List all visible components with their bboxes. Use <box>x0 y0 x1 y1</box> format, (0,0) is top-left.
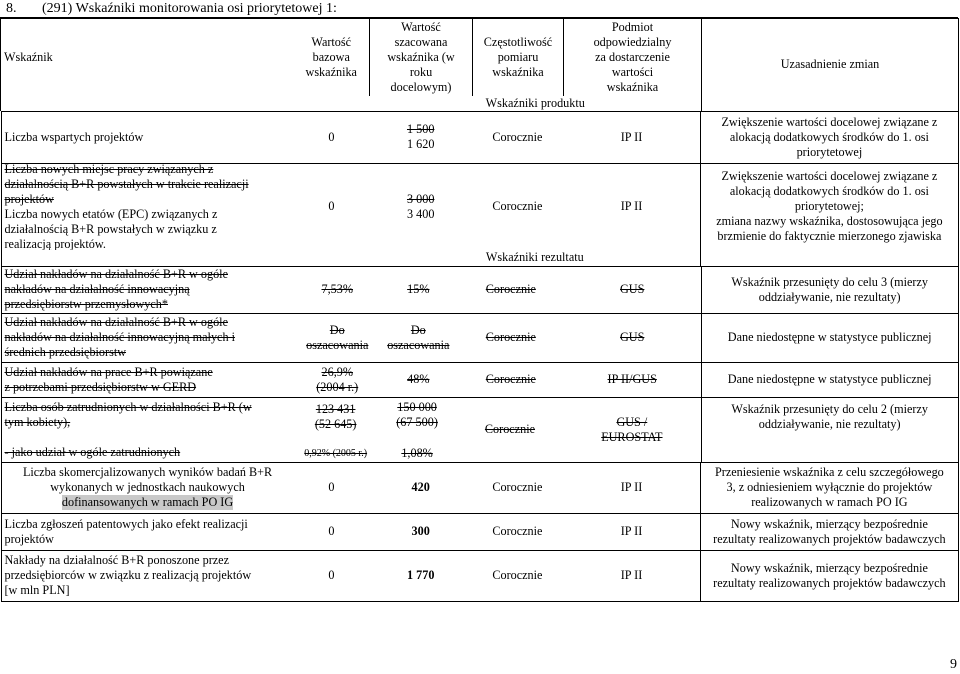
r8-frequency: Corocznie <box>492 524 543 538</box>
r5-justification: Dane niedostępne w statystyce publicznej <box>701 363 958 397</box>
r6b-base: 0,92% (2005 r.) <box>304 447 368 459</box>
r3-frequency: Corocznie <box>485 282 536 296</box>
r6-responsible: GUS / EUROSTAT <box>601 414 663 444</box>
r9-target: 1 770 <box>406 568 435 582</box>
section-title: (291) Wskaźniki monitorowania osi priorytetowej 1: <box>42 1 337 16</box>
r2-justification: Zwiększenie wartości docelowej związane z alokacją dodatkowych środków do 1. osi priorytetowej; zmiana nazwy wskaźnika, dostosowująca jego brzmienie do faktycznie mierzonego zjawiska <box>700 164 957 250</box>
r8-justification: Nowy wskaźnik, mierzący bezpośrednie rezultaty realizowanych projektów badawczych <box>700 514 957 550</box>
header-responsible: Podmiot odpowiedzialny za dostarczenie wartości wskaźnika <box>564 19 702 96</box>
r3-base: 7,53% <box>321 282 353 296</box>
r2-name: Liczba nowych miejsc pracy związanych z działalnością B+R powstałych w trakcie realizacji projektów Liczba nowych etatów (EPC) związanych z działalnością B+R powstałych w związku z realizacją projektów. <box>4 162 249 250</box>
r7-name: Liczba skomercjalizowanych wyników badań B+R wykonanych w jednostkach naukowych dofinansowanych w ramach PO IG <box>22 465 273 509</box>
r5-base: 26,9% (2004 r.) <box>316 364 359 394</box>
r2-base: 0 <box>328 199 335 213</box>
r3-target: 15% <box>407 282 430 296</box>
r4-target: Do oszacowania <box>387 322 450 352</box>
table-row <box>1 362 959 397</box>
r2-target-old: 3 000 <box>406 191 435 206</box>
table-row <box>1 550 959 602</box>
r7-responsible: IP II <box>620 480 643 494</box>
r5-target: 48% <box>407 372 430 386</box>
header-row <box>1 19 959 96</box>
section-results-label: Wskaźniki rezultatu <box>485 249 584 264</box>
table-row <box>1 462 959 513</box>
r4-responsible: GUS <box>620 330 645 344</box>
header-target: Wartość szacowana wskaźnika (w roku docelowym) <box>370 19 473 96</box>
r1-base: 0 <box>328 129 335 144</box>
header-frequency: Częstotliwość pomiaru wskaźnika <box>473 19 564 96</box>
r2-frequency: Corocznie <box>492 199 543 213</box>
table-row <box>1 163 959 250</box>
r1-frequency: Corocznie <box>492 129 543 144</box>
r3-justification: Wskaźnik przesunięty do celu 3 (mierzy oddziaływanie, nie rezultaty) <box>701 267 958 313</box>
r3-name: Udział nakładów na działalność B+R w ogóle nakładów na działalność innowacyjną przedsiębiorstw przemysłowych* <box>4 267 228 311</box>
r6b-name: - jako udział w ogóle zatrudnionych <box>4 444 181 459</box>
r1-justification: Zwiększenie wartości docelowej związane z alokacją dodatkowych środków do 1. osi priorytetowej <box>700 112 957 163</box>
r7-base: 0 <box>328 480 335 494</box>
r4-name: Udział nakładów na działalność B+R w ogóle nakładów na działalność innowacyjną małych i średnich przedsiębiorstw <box>4 315 235 359</box>
r6-frequency: Corocznie <box>484 422 536 436</box>
r5-frequency: Corocznie <box>485 372 536 386</box>
r9-justification: Nowy wskaźnik, mierzący bezpośrednie rezultaty realizowanych projektów badawczych <box>700 551 957 601</box>
r8-responsible: IP II <box>620 524 643 538</box>
r4-justification: Dane niedostępne w statystyce publicznej <box>701 314 958 362</box>
r6-base: 123 431 (52 645) 0,92% (2005 r.) <box>304 401 368 459</box>
r8-base: 0 <box>328 524 335 538</box>
r7-target: 420 <box>411 480 430 494</box>
table-row <box>1 513 959 550</box>
table-row <box>1 397 959 462</box>
section-heading <box>6 1 337 17</box>
r2-target-new: 3 400 <box>406 206 435 221</box>
r1-target-new: 1 620 <box>406 137 435 151</box>
table-row <box>1 313 959 362</box>
r7-frequency: Corocznie <box>492 480 543 494</box>
r9-name: Nakłady na działalność B+R ponoszone przez przedsiębiorców w związku z realizacją projektów [w mln PLN] <box>4 553 252 597</box>
r6-name: Liczba osób zatrudnionych w działalności B+R (w tym kobiety), - jako udział w ogóle zatrudnionych <box>2 398 295 462</box>
r4-base: Do oszacowania <box>306 322 369 352</box>
indicators-table <box>0 18 959 602</box>
header-justification: Uzasadnienie zmian <box>702 19 959 111</box>
table-row <box>1 266 959 313</box>
section-number: 8. <box>6 1 17 16</box>
r1-responsible: IP II <box>620 129 643 144</box>
r9-base: 0 <box>328 568 335 582</box>
r2-responsible: IP II <box>620 199 643 213</box>
section-products-label: Wskaźniki produktu <box>485 95 585 110</box>
page-number: 9 <box>950 657 957 672</box>
r9-responsible: IP II <box>620 568 643 582</box>
r6-justification: Wskaźnik przesunięty do celu 2 (mierzy oddziaływanie, nie rezultaty) <box>701 398 958 462</box>
r6b-target: 1,08% <box>401 445 433 460</box>
r8-name: Liczba zgłoszeń patentowych jako efekt realizacji projektów <box>4 516 248 546</box>
r6-target: 150 000 (67 500) 1,08% <box>396 399 438 460</box>
r1-name: Liczba wspartych projektów <box>4 129 144 144</box>
table-row <box>1 111 959 163</box>
r5-responsible: IP II/GUS <box>607 372 657 386</box>
header-base: Wartość bazowa wskaźnika <box>294 19 370 96</box>
r3-responsible: GUS <box>620 282 645 296</box>
r1-target-old: 1 500 <box>406 122 435 136</box>
header-indicator: Wskaźnik <box>1 19 294 96</box>
r7-justification: Przeniesienie wskaźnika z celu szczegółowego 3, z odniesieniem wyłącznie do projektów realizowanych w ramach PO IG <box>700 463 957 513</box>
r9-frequency: Corocznie <box>492 568 543 582</box>
r4-frequency: Corocznie <box>485 330 536 344</box>
r5-name: Udział nakładów na prace B+R powiązane z potrzebami przedsiębiorstw w GERD <box>4 364 213 394</box>
section-results-row <box>1 250 959 266</box>
r8-target: 300 <box>411 524 430 538</box>
